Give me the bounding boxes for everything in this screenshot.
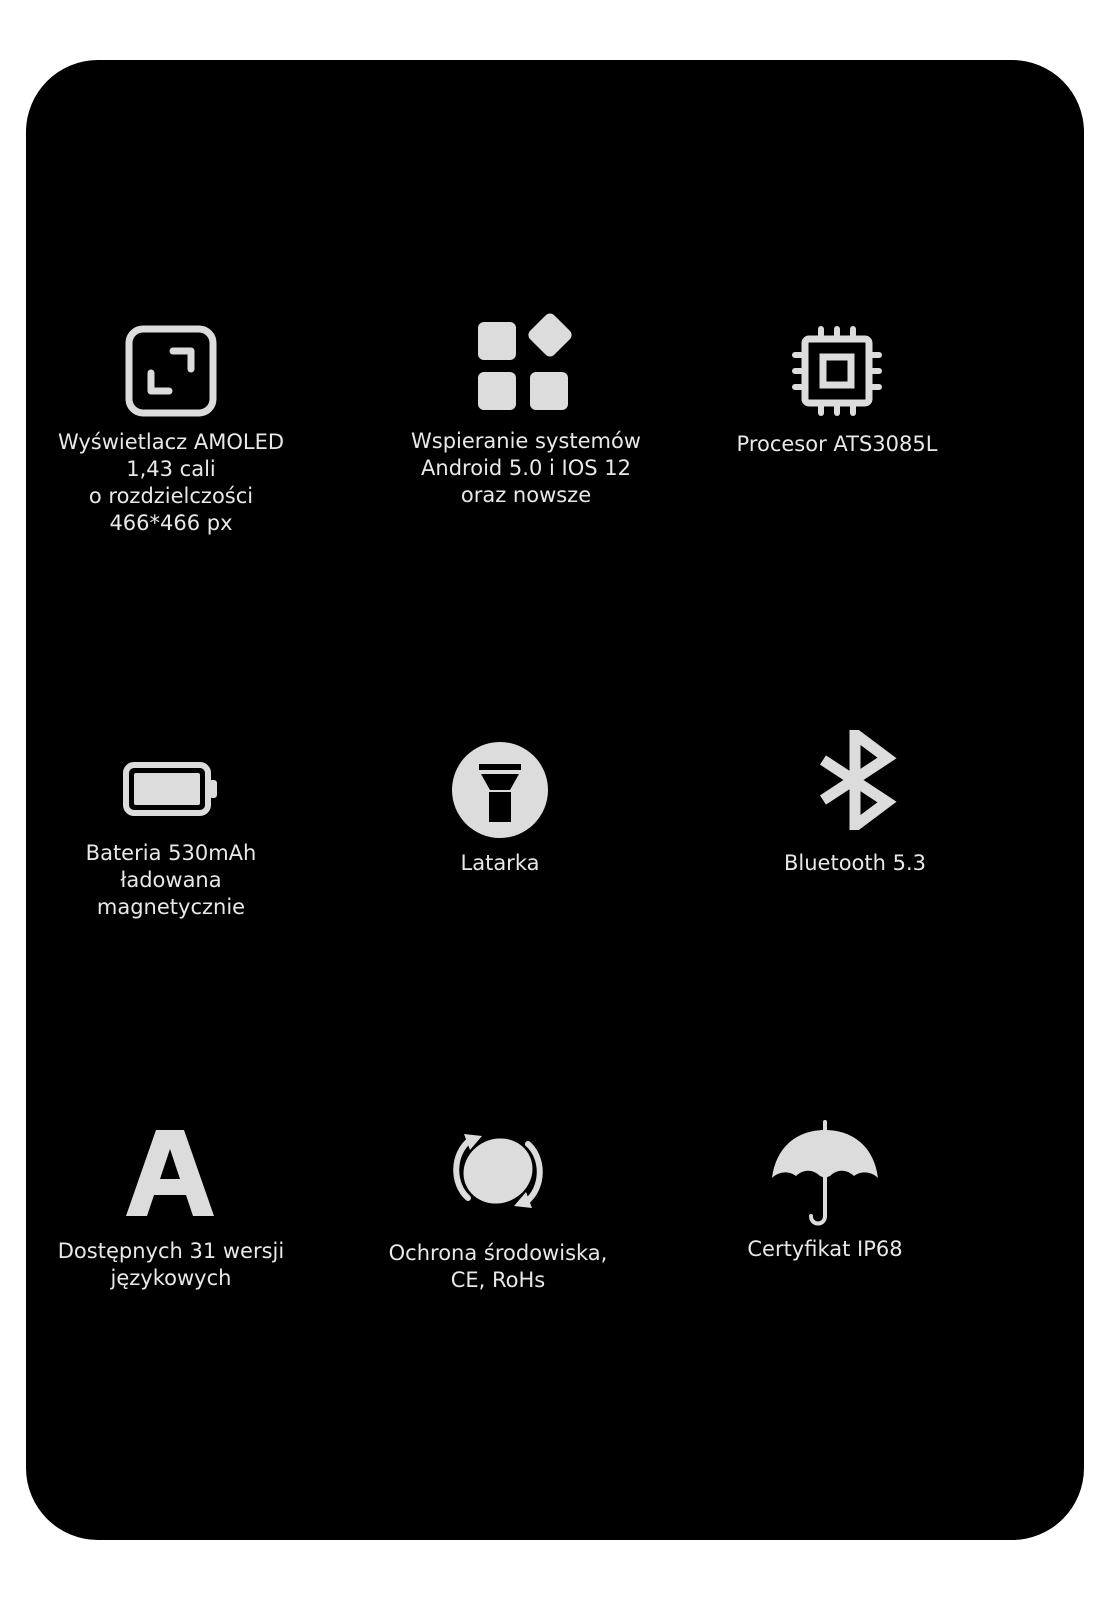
flashlight-icon xyxy=(450,740,550,840)
feature-environment xyxy=(333,1128,663,1294)
feature-display xyxy=(6,325,336,537)
feature-label: Latarka xyxy=(460,851,540,875)
bluetooth-icon xyxy=(813,730,897,830)
feature-label: Ochrona środowiska, CE, RoHs xyxy=(388,1241,608,1292)
feature-flashlight xyxy=(335,740,665,877)
feature-bluetooth xyxy=(690,730,1020,877)
feature-processor xyxy=(672,325,1002,458)
feature-languages xyxy=(6,1128,336,1292)
feature-battery xyxy=(6,760,336,921)
feature-label: Wyświetlacz AMOLED 1,43 cali o rozdzielczości 466*466 px xyxy=(57,430,285,535)
fullscreen-icon xyxy=(125,325,217,417)
battery-icon xyxy=(123,760,219,818)
feature-label: Bluetooth 5.3 xyxy=(783,851,927,875)
apps-icon xyxy=(474,310,578,414)
feature-label: Bateria 530mAh ładowana magnetycznie xyxy=(85,841,257,919)
feature-ip68 xyxy=(660,1118,990,1263)
language-letter-a-icon xyxy=(126,1128,216,1218)
umbrella-icon xyxy=(770,1118,880,1228)
feature-os-support xyxy=(361,310,691,509)
feature-label: Wspieranie systemów Android 5.0 i IOS 12 oraz nowsze xyxy=(411,429,641,507)
feature-label: Certyfikat IP68 xyxy=(747,1237,903,1261)
feature-label: Dostępnych 31 wersji językowych xyxy=(57,1239,285,1290)
processor-chip-icon xyxy=(791,325,883,417)
eco-rotation-icon xyxy=(448,1128,548,1214)
feature-label: Procesor ATS3085L xyxy=(736,432,938,456)
